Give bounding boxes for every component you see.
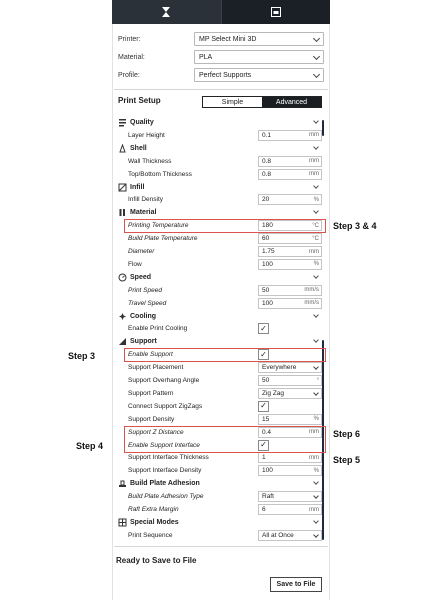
cura-logo-icon: [160, 6, 172, 18]
wall-thickness-input[interactable]: [258, 156, 322, 167]
setting-flow: [118, 258, 324, 271]
setting-print-speed: [118, 284, 324, 297]
setting-label: Top/Bottom Thickness: [128, 170, 192, 178]
setting-print-sequence: [118, 529, 324, 542]
setting-support-density: [118, 413, 324, 426]
support-interface-thickness-input[interactable]: [258, 452, 322, 463]
setting-label: Infill Density: [128, 196, 164, 204]
setting-value: 50: [262, 286, 270, 294]
setting-value: 1.75: [262, 248, 275, 255]
infill-icon: [118, 183, 127, 192]
setting-unit: mm: [309, 506, 319, 513]
setting-value: 100: [262, 299, 273, 307]
category-cooling[interactable]: [118, 310, 324, 323]
annotation-step-3: Step 3: [68, 351, 96, 361]
category-support[interactable]: [118, 335, 324, 348]
print-speed-input[interactable]: [258, 285, 322, 296]
setting-label: Enable Print Cooling: [128, 325, 188, 333]
setting-label: Layer Height: [128, 131, 165, 139]
travel-speed-input[interactable]: [258, 298, 322, 309]
setting-label: Support Interface Thickness: [128, 454, 209, 462]
setting-label: Print Speed: [128, 286, 162, 294]
category-shell[interactable]: [118, 142, 324, 155]
material-select[interactable]: [194, 50, 324, 64]
setting-unit: %: [313, 261, 319, 268]
chevron-down-icon: [313, 35, 320, 42]
diameter-input[interactable]: [258, 246, 322, 257]
setting-value: Zig Zag: [262, 389, 285, 397]
setting-support-placement: [118, 361, 324, 374]
setting-raft-extra-margin: [118, 503, 324, 516]
setting-value: Everywhere: [262, 364, 297, 372]
setting-top-bottom-thickness: [118, 168, 324, 181]
enable-print-cooling-checkbox[interactable]: [258, 323, 269, 334]
setting-value: 60: [262, 235, 270, 243]
setting-value: 0.4: [262, 428, 272, 436]
speed-icon: [118, 273, 127, 282]
setting-label: Support Interface Density: [128, 467, 202, 475]
shell-icon: [118, 144, 127, 153]
setting-label: Enable Support Interface: [128, 441, 200, 449]
printer-value: MP Select Mini 3D: [199, 35, 257, 43]
chevron-down-icon: [313, 183, 319, 189]
setting-value: All at Once: [262, 531, 294, 539]
setting-label: Support Pattern: [128, 389, 174, 397]
chevron-down-icon: [313, 273, 319, 279]
chevron-down-icon: [313, 390, 319, 396]
setting-unit: °C: [312, 235, 319, 242]
adhesion-icon: [118, 479, 127, 488]
setting-label: Support Density: [128, 415, 175, 423]
setting-value: 20: [262, 196, 270, 204]
category-special-modes[interactable]: [118, 516, 324, 529]
setting-unit: mm: [309, 132, 319, 139]
setting-unit: °: [316, 377, 319, 384]
mode-simple-button[interactable]: Simple: [221, 98, 244, 106]
setting-value: 6: [262, 506, 266, 513]
mode-advanced-button[interactable]: Advanced: [262, 97, 321, 107]
highlight-enable-support: [124, 348, 326, 362]
setting-label: Flow: [128, 260, 142, 268]
top-tab-bar: [112, 0, 330, 24]
layer-height-input[interactable]: [258, 130, 322, 141]
support-icon: [118, 337, 127, 346]
setting-label: Diameter: [128, 248, 155, 255]
profile-value: Perfect Supports: [199, 71, 252, 79]
category-build-plate-adhesion[interactable]: [118, 477, 324, 490]
printer-row: [118, 31, 326, 47]
setting-value: 15: [262, 415, 270, 423]
printer-select[interactable]: [194, 32, 324, 46]
mode-toggle: [202, 96, 322, 108]
setting-diameter: [118, 245, 324, 258]
chevron-down-icon: [313, 364, 319, 370]
setting-unit: mm: [309, 171, 319, 178]
setting-wall-thickness: [118, 155, 324, 168]
category-label: Speed: [130, 273, 152, 281]
checkmark-icon: ✓: [260, 349, 267, 359]
category-label: Shell: [130, 144, 147, 152]
setting-label: Printing Temperature: [128, 222, 189, 230]
save-to-file-button[interactable]: Save to File: [270, 577, 322, 592]
setting-unit: °C: [312, 222, 319, 229]
print-setup-title: Print Setup: [118, 96, 161, 105]
setting-build-plate-adhesion-type: [118, 490, 324, 503]
category-label: Support: [130, 338, 157, 346]
infill-density-input[interactable]: [258, 194, 322, 205]
checkmark-icon: ✓: [260, 401, 267, 411]
chevron-down-icon: [313, 312, 319, 318]
chevron-down-icon: [313, 144, 319, 150]
printer-label: Printer:: [118, 35, 141, 43]
setting-label: Wall Thickness: [128, 157, 172, 165]
top-bottom-thickness-input[interactable]: [258, 169, 322, 180]
tab-monitor[interactable]: [221, 0, 331, 24]
support-density-input[interactable]: [258, 414, 322, 425]
setting-value: 0.1: [262, 131, 272, 139]
chevron-down-icon: [313, 493, 319, 499]
support-interface-density-input[interactable]: [258, 465, 322, 476]
setting-infill-density: [118, 193, 324, 206]
category-speed[interactable]: [118, 271, 324, 284]
setting-layer-height: [118, 129, 324, 142]
setting-unit: mm: [309, 429, 319, 436]
setting-label: Support Z Distance: [128, 428, 184, 436]
category-material[interactable]: [118, 206, 324, 219]
setting-value: 1: [262, 454, 266, 462]
print-sequence-dropdown[interactable]: [258, 530, 322, 541]
setting-value: 50: [262, 377, 270, 384]
material-row: [118, 49, 326, 65]
flow-input[interactable]: [258, 259, 322, 270]
support-overhang-angle-input[interactable]: [258, 375, 322, 386]
chevron-down-icon: [313, 208, 319, 214]
tab-prepare[interactable]: [112, 0, 221, 24]
setting-build-plate-temperature: [118, 232, 324, 245]
setting-label: Support Placement: [128, 364, 184, 372]
chevron-down-icon: [313, 71, 320, 78]
setting-support-overhang-angle: [118, 374, 324, 387]
category-label: Quality: [130, 119, 154, 126]
category-quality[interactable]: [118, 116, 324, 129]
divider: [114, 89, 328, 90]
profile-label: Profile:: [118, 71, 140, 79]
quality-icon: [118, 118, 127, 127]
material-icon: [118, 208, 127, 217]
setting-label: Raft Extra Margin: [128, 506, 179, 513]
setting-support-interface-thickness: [118, 451, 324, 464]
setting-enable-print-cooling: [118, 322, 324, 335]
setting-unit: mm: [309, 454, 319, 461]
chevron-down-icon: [313, 53, 320, 60]
setting-label: Support Overhang Angle: [128, 377, 200, 384]
setting-unit: mm: [309, 248, 319, 255]
setting-support-pattern: [118, 387, 324, 400]
setting-value: 0.8: [262, 170, 272, 178]
chevron-down-icon: [313, 518, 319, 524]
status-text: Ready to Save to File: [116, 556, 197, 565]
setting-travel-speed: [118, 297, 324, 310]
category-label: Special Modes: [130, 518, 179, 526]
annotation-step-6: Step 6: [333, 429, 361, 439]
setting-unit: %: [313, 467, 319, 474]
highlight-support-z-and-interface: [124, 426, 326, 453]
cooling-icon: [118, 312, 127, 321]
chevron-down-icon: [313, 532, 319, 538]
scrollbar-upper[interactable]: [322, 120, 324, 136]
category-infill[interactable]: [118, 181, 324, 194]
chevron-down-icon: [313, 118, 319, 124]
material-label: Material:: [118, 53, 145, 61]
setting-unit: mm/s: [304, 300, 319, 307]
support-pattern-dropdown[interactable]: [258, 388, 322, 399]
setting-value: 100: [262, 260, 273, 268]
setting-value: 100: [262, 467, 273, 475]
support-placement-dropdown[interactable]: [258, 362, 322, 373]
setting-unit: mm: [309, 158, 319, 165]
setting-label: Print Sequence: [128, 531, 173, 539]
material-value: PLA: [199, 53, 213, 61]
connect-support-zigzags-checkbox[interactable]: [258, 401, 269, 412]
category-label: Infill: [130, 183, 145, 191]
divider: [114, 546, 328, 547]
setting-label: Connect Support ZigZags: [128, 402, 203, 410]
monitor-icon: [270, 6, 282, 18]
setting-value: 180: [262, 222, 273, 230]
setting-value: Raft: [262, 493, 274, 501]
annotation-step-4: Step 4: [76, 441, 104, 451]
raft-extra-margin-input[interactable]: [258, 504, 322, 515]
build-plate-adhesion-type-dropdown[interactable]: [258, 491, 322, 502]
checkmark-icon: ✓: [260, 323, 267, 333]
category-label: Material: [130, 209, 157, 217]
setting-connect-support-zigzags: [118, 400, 324, 413]
build-plate-temperature-input[interactable]: [258, 233, 322, 244]
profile-row: [118, 67, 326, 83]
highlight-printing-temperature: [124, 219, 326, 233]
setting-label: Build Plate Temperature: [128, 235, 198, 243]
setting-unit: %: [313, 416, 319, 423]
setting-value: 0.8: [262, 157, 272, 165]
setting-unit: mm/s: [304, 287, 319, 294]
annotation-step-5: Step 5: [333, 455, 361, 465]
annotation-step-3-4: Step 3 & 4: [333, 221, 377, 231]
checkmark-icon: ✓: [260, 440, 267, 449]
chevron-down-icon: [313, 337, 319, 343]
setting-unit: %: [313, 196, 319, 203]
profile-select[interactable]: [194, 68, 324, 82]
setting-label: Build Plate Adhesion Type: [128, 493, 204, 501]
special-modes-icon: [118, 518, 127, 527]
setting-support-interface-density: [118, 464, 324, 477]
setting-label: Travel Speed: [128, 299, 167, 307]
chevron-down-icon: [313, 479, 319, 485]
category-label: Build Plate Adhesion: [130, 480, 200, 488]
category-label: Cooling: [130, 312, 157, 320]
setting-label: Enable Support: [128, 351, 173, 359]
